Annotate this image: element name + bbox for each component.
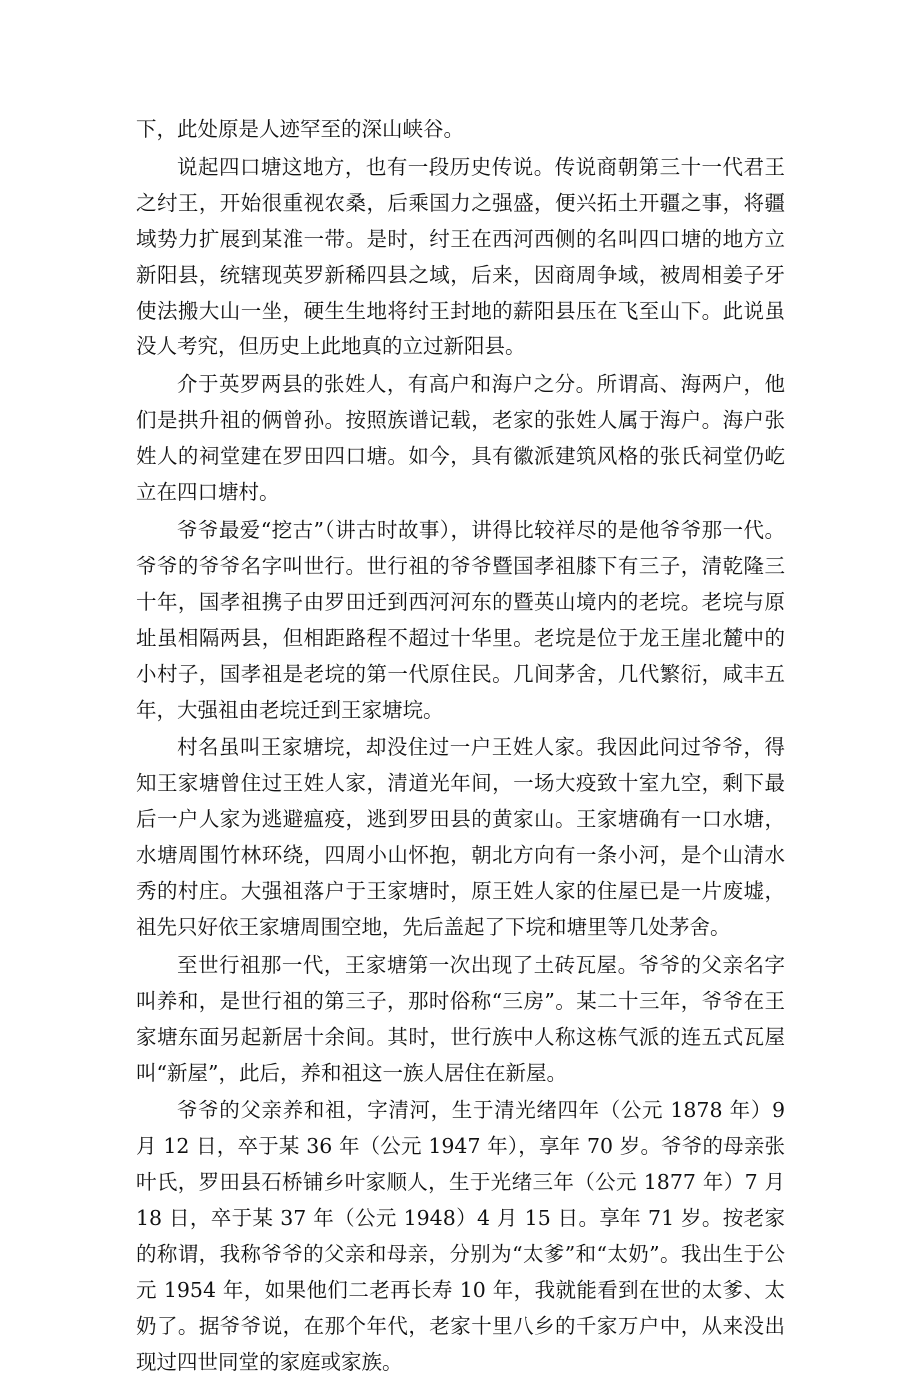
paragraph-4: 爷爷最爱“挖古”（讲古时故事），讲得比较祥尽的是他爷爷那一代。爷爷的爷爷名字叫世行。世行祖的爷爷暨国孝祖膝下有三子，清乾隆三十年，国孝祖携子由罗田迁到西河河东的暨英山境内的老垸。老垸与原址虽相隔两县，但相距路程不超过十华里。老垸是位于龙王崖北麓中的小村子，国孝祖是老垸的第一代原住民。几间茅舍，几代繁衍，咸丰五年，大强祖由老垸迁到王家塘垸。 bbox=[136, 517, 785, 722]
paragraph-1: 下，此处原是人迹罕至的深山峡谷。 bbox=[136, 117, 464, 141]
paragraph-6: 至世行祖那一代，王家塘第一次出现了土砖瓦屋。爷爷的父亲名字叫养和，是世行祖的第三子，那时俗称“三房”。某二十三年，爷爷在王家塘东面另起新居十余间。其时，世行族中人称这栋气派的连五式瓦屋叫“新屋”，此后，养和祖这一族人居住在新屋。 bbox=[136, 952, 785, 1085]
paragraph-5: 村名虽叫王家塘垸，却没住过一户王姓人家。我因此问过爷爷，得知王家塘曾住过王姓人家，清道光年间，一场大疫致十室九空，剩下最后一户人家为逃避瘟疫，逃到罗田县的黄家山。王家塘确有一口水塘，水塘周围竹林环绕，四周小山怀抱，朝北方向有一条小河，是个山清水秀的村庄。大强祖落户于王家塘时，原王姓人家的住屋已是一片废墟，祖先只好依王家塘周围空地，先后盖起了下垸和塘里等几处茅舍。 bbox=[136, 735, 785, 939]
document-page bbox=[136, 112, 785, 1381]
paragraph-3: 介于英罗两县的张姓人，有高户和海户之分。所谓高、海两户，他们是拱升祖的俩曾孙。按照族谱记载，老家的张姓人属于海户。海户张姓人的祠堂建在罗田四口塘。如今，具有徽派建筑风格的张氏祠堂仍屹立在四口塘村。 bbox=[136, 372, 785, 505]
paragraph-2: 说起四口塘这地方，也有一段历史传说。传说商朝第三十一代君王之纣王，开始很重视农桑，后乘国力之强盛，便兴拓土开疆之事，将疆域势力扩展到某淮一带。是时，纣王在西河西侧的名叫四口塘的地方立新阳县，统辖现英罗新稀四县之域，后来，因商周争域，被周相姜子牙使法搬大山一坐，硬生生地将纣王封地的薪阳县压在飞至山下。此说虽没人考究，但历史上此地真的立过新阳县。 bbox=[136, 154, 785, 359]
paragraph-7: 爷爷的父亲养和祖，字清河，生于清光绪四年（公元 1878 年）9 月 12 日，卒于某 36 年（公元 1947 年），享年 70 岁。爷爷的母亲张叶氏，罗田县石桥铺乡叶家顺人，生于光绪三年（公元 1877 年）7 月 18 日，卒于某 37 年（公元 1948）4 月 15 日。享年 71 岁。按老家的称谓，我称爷爷的父亲和母亲，分别为“太爹”和“太奶”。我出生于公元 1954 年，如果他们二老再长寿 10 年，我就能看到在世的太爹、太奶了。据爷爷说，在那个年代，老家十里八乡的千家万户中，从来没出现过四世同堂的家庭或家族。 bbox=[136, 1098, 785, 1374]
